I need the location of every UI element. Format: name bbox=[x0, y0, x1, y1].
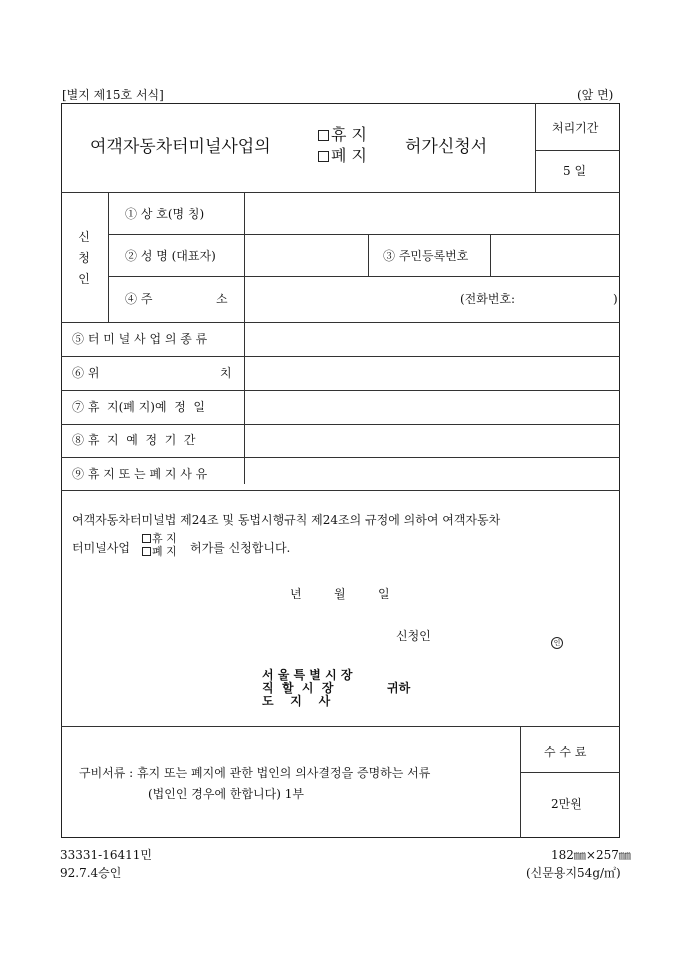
address-label-a: ④ 주 bbox=[125, 292, 153, 306]
checkbox-suspend[interactable] bbox=[318, 130, 329, 141]
form-title-prefix: 여객자동차터미널사업의 bbox=[90, 137, 271, 157]
required-docs-line2: (법인인 경우에 한합니다) 1부 bbox=[148, 787, 304, 801]
recipient-seoul: 서 울 특 별 시 장 bbox=[262, 668, 353, 682]
statement-line1: 여객자동차터미널법 제24조 및 동법시행규칙 제24조의 규정에 의하여 여객자동차 bbox=[72, 513, 501, 527]
recipient-province: 도 지 사 bbox=[262, 694, 331, 708]
statement-line2-suffix: 허가를 신청합니다. bbox=[190, 541, 291, 555]
statement-checkbox-suspend[interactable] bbox=[142, 534, 151, 543]
processing-period-value: 5 일 bbox=[563, 164, 587, 178]
statement-line2-prefix: 터미널사업 bbox=[72, 541, 130, 555]
fee-label: 수 수 료 bbox=[544, 745, 587, 759]
statement-option-suspend: 휴 지 bbox=[142, 533, 177, 545]
recipient-city: 직 할 시 장 bbox=[262, 681, 334, 695]
paper-type: (신문용지54g/㎡) bbox=[526, 866, 621, 880]
date-year-label: 년 bbox=[290, 587, 302, 601]
form-code: 33331-16411민 bbox=[60, 848, 152, 862]
planned-period-label: ⑧ 휴 지 예 정 기 간 bbox=[72, 433, 196, 447]
planned-date-field[interactable] bbox=[245, 391, 619, 423]
planned-period-field[interactable] bbox=[245, 425, 619, 456]
seal-mark: 인 bbox=[551, 630, 563, 649]
fee-value: 2만원 bbox=[551, 797, 582, 811]
title-option-suspend: 휴 지 bbox=[318, 126, 367, 144]
business-name-field[interactable] bbox=[245, 193, 619, 233]
reason-field[interactable] bbox=[245, 458, 619, 489]
reason-label: ⑨ 휴 지 또 는 폐 지 사 유 bbox=[72, 467, 208, 481]
terminal-business-type-field[interactable] bbox=[245, 323, 619, 355]
approval-date: 92.7.4승인 bbox=[60, 866, 122, 880]
resident-id-field[interactable] bbox=[491, 235, 619, 275]
phone-label: (전화번호: bbox=[460, 292, 516, 306]
location-label-b: 치 bbox=[220, 366, 232, 380]
representative-name-field[interactable] bbox=[245, 235, 367, 275]
date-day-label: 일 bbox=[378, 587, 390, 601]
checkbox-abolish[interactable] bbox=[318, 151, 329, 162]
form-title-suffix: 허가신청서 bbox=[405, 137, 488, 157]
date-month-label: 월 bbox=[334, 587, 346, 601]
location-field[interactable] bbox=[245, 357, 619, 389]
form-number: [별지 제15호 서식] bbox=[62, 88, 164, 102]
paper-size: 182㎜×257㎜ bbox=[551, 848, 631, 862]
title-option-abolish: 폐 지 bbox=[318, 147, 367, 165]
address-field[interactable] bbox=[245, 277, 619, 321]
statement-option-abolish: 폐 지 bbox=[142, 546, 177, 558]
location-label-a: ⑥ 위 bbox=[72, 366, 100, 380]
resident-id-label: ③ 주민등록번호 bbox=[383, 249, 469, 263]
applicant-signature-label: 신청인 bbox=[396, 629, 431, 643]
applicant-section-label: 신 청 인 bbox=[78, 230, 90, 286]
terminal-business-type-label: ⑤ 터 미 널 사 업 의 종 류 bbox=[72, 332, 208, 346]
representative-name-label: ② 성 명 (대표자) bbox=[125, 249, 216, 263]
address-label-b: 소 bbox=[216, 292, 228, 306]
planned-date-label: ⑦ 휴 지(폐 지)예 정 일 bbox=[72, 400, 206, 414]
recipient-suffix: 귀하 bbox=[387, 681, 411, 695]
phone-close: ) bbox=[613, 292, 618, 306]
required-docs-line1: 구비서류 : 휴지 또는 폐지에 관한 법인의 의사결정을 증명하는 서류 bbox=[79, 766, 431, 780]
page-side-label: (앞 면) bbox=[577, 88, 614, 102]
processing-period-label: 처리기간 bbox=[552, 121, 599, 135]
statement-checkbox-abolish[interactable] bbox=[142, 547, 151, 556]
business-name-label: ① 상 호(명 칭) bbox=[125, 207, 205, 221]
